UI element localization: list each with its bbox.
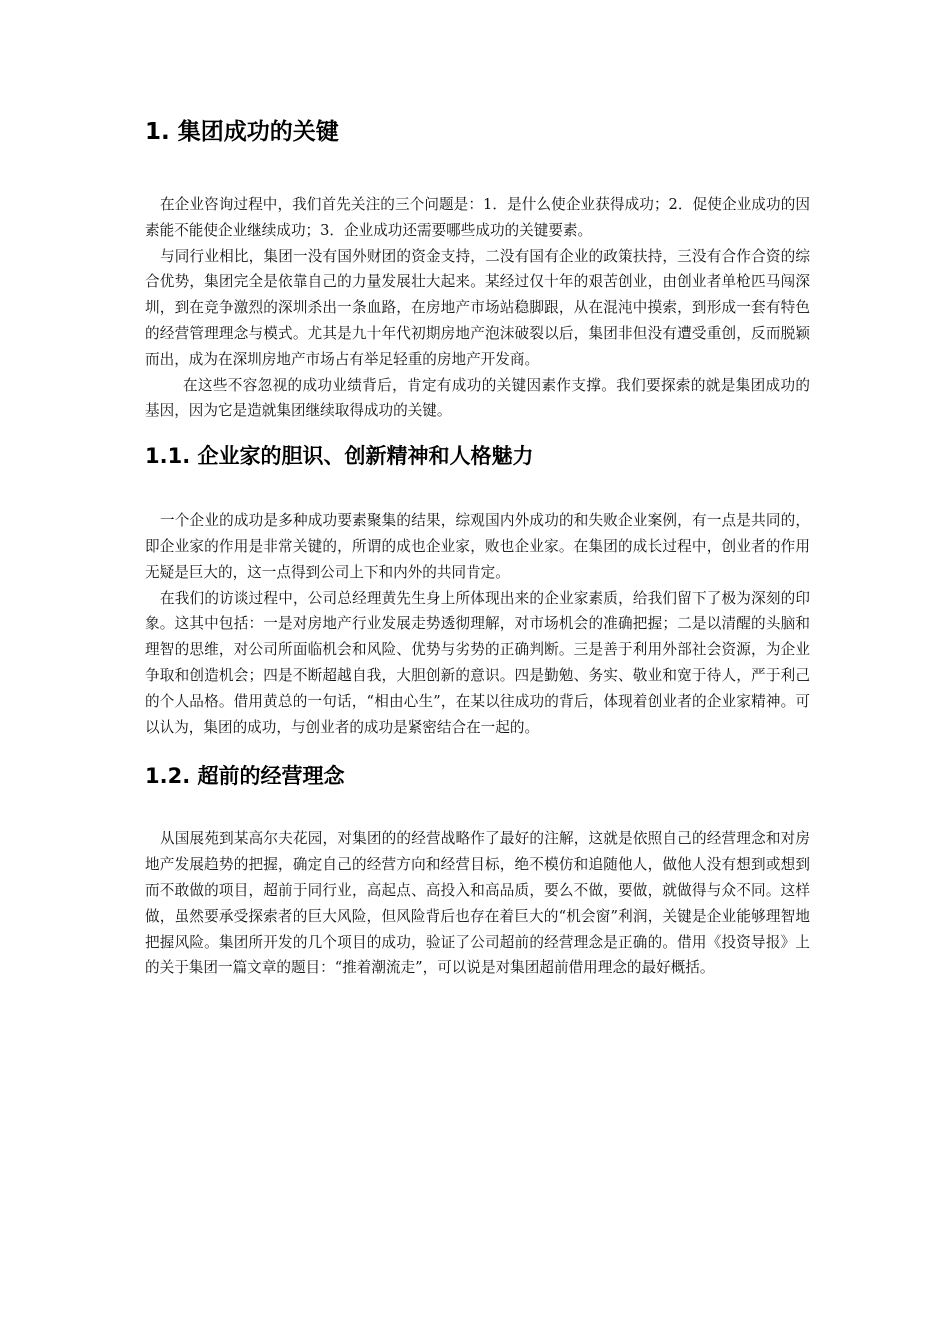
section-1-1-heading: 1.1. 企业家的胆识、创新精神和人格魅力 xyxy=(145,444,534,469)
section-1-2-heading: 1.2. 超前的经营理念 xyxy=(145,764,345,789)
section-1-1-paragraph: 在我们的访谈过程中，公司总经理黄先生身上所体现出来的企业家素质，给我们留下了极为深刻的印象。这其中包括：一是对房地产行业发展走势透彻理解，对市场机会的准确把握；二是以清醒的头脑和理智的思维，对公司所面临机会和风险、优势与劣势的正确判断。三是善于利用外部社会资源，为企业争取和创造机会；四是不断超越自我，大胆创新的意识。四是勤勉、务实、敬业和宽于待人，严于利己的个人品格。借用黄总的一句话，“相由心生”，在某以往成功的背后，体现着创业者的企业家精神。可以认为，集团的成功，与创业者的成功是紧密结合在一起的。 xyxy=(145,589,810,736)
section-1-heading: 1. 集团成功的关键 xyxy=(145,119,339,145)
document-body xyxy=(145,112,810,981)
section-1-paragraph: 在这些不容忽视的成功业绩背后，肯定有成功的关键因素作支撑。我们要探索的就是集团成功的基因，因为它是造就集团继续取得成功的关键。 xyxy=(145,376,810,420)
section-1-paragraph: 在企业咨询过程中，我们首先关注的三个问题是：1．是什么使企业获得成功；2．促使企业成功的因素能不能使企业继续成功；3．企业成功还需要哪些成功的关键要素。 xyxy=(145,196,810,239)
section-1-2-paragraph: 从国展苑到某高尔夫花园，对集团的的经营战略作了最好的注解，这就是依照自己的经营理念和对房地产发展趋势的把握，确定自己的经营方向和经营目标，绝不模仿和追随他人，做他人没有想到或想到而不敢做的项目，超前于同行业，高起点、高投入和高品质，要么不做，要做，就做得与众不同。这样做，虽然要承受探索者的巨大风险，但风险背后也存在着巨大的“机会窗”利润，关键是企业能够理智地把握风险。集团所开发的几个项目的成功，验证了公司超前的经营理念是正确的。借用《投资导报》上的关于集团一篇文章的题目：“推着潮流走”，可以说是对集团超前借用理念的最好概括。 xyxy=(145,830,810,977)
section-1-1-paragraph: 一个企业的成功是多种成功要素聚集的结果，综观国内外成功的和失败企业案例，有一点是共同的，即企业家的作用是非常关键的，所谓的成也企业家，败也企业家。在集团的成长过程中，创业者的作用无疑是巨大的，这一点得到公司上下和内外的共同肯定。 xyxy=(145,512,810,581)
section-1-paragraph: 与同行业相比，集团一没有国外财团的资金支持，二没有国有企业的政策扶持，三没有合作合资的综合优势，集团完全是依靠自己的力量发展壮大起来。某经过仅十年的艰苦创业，由创业者单枪匹马闯深圳，到在竞争激烈的深圳杀出一条血路，在房地产市场站稳脚跟，从在混沌中摸索，到形成一套有特色的经营管理理念与模式。尤其是九十年代初期房地产泡沫破裂以后，集团非但没有遭受重创，反而脱颖而出，成为在深圳房地产市场占有举足轻重的房地产开发商。 xyxy=(145,247,810,368)
